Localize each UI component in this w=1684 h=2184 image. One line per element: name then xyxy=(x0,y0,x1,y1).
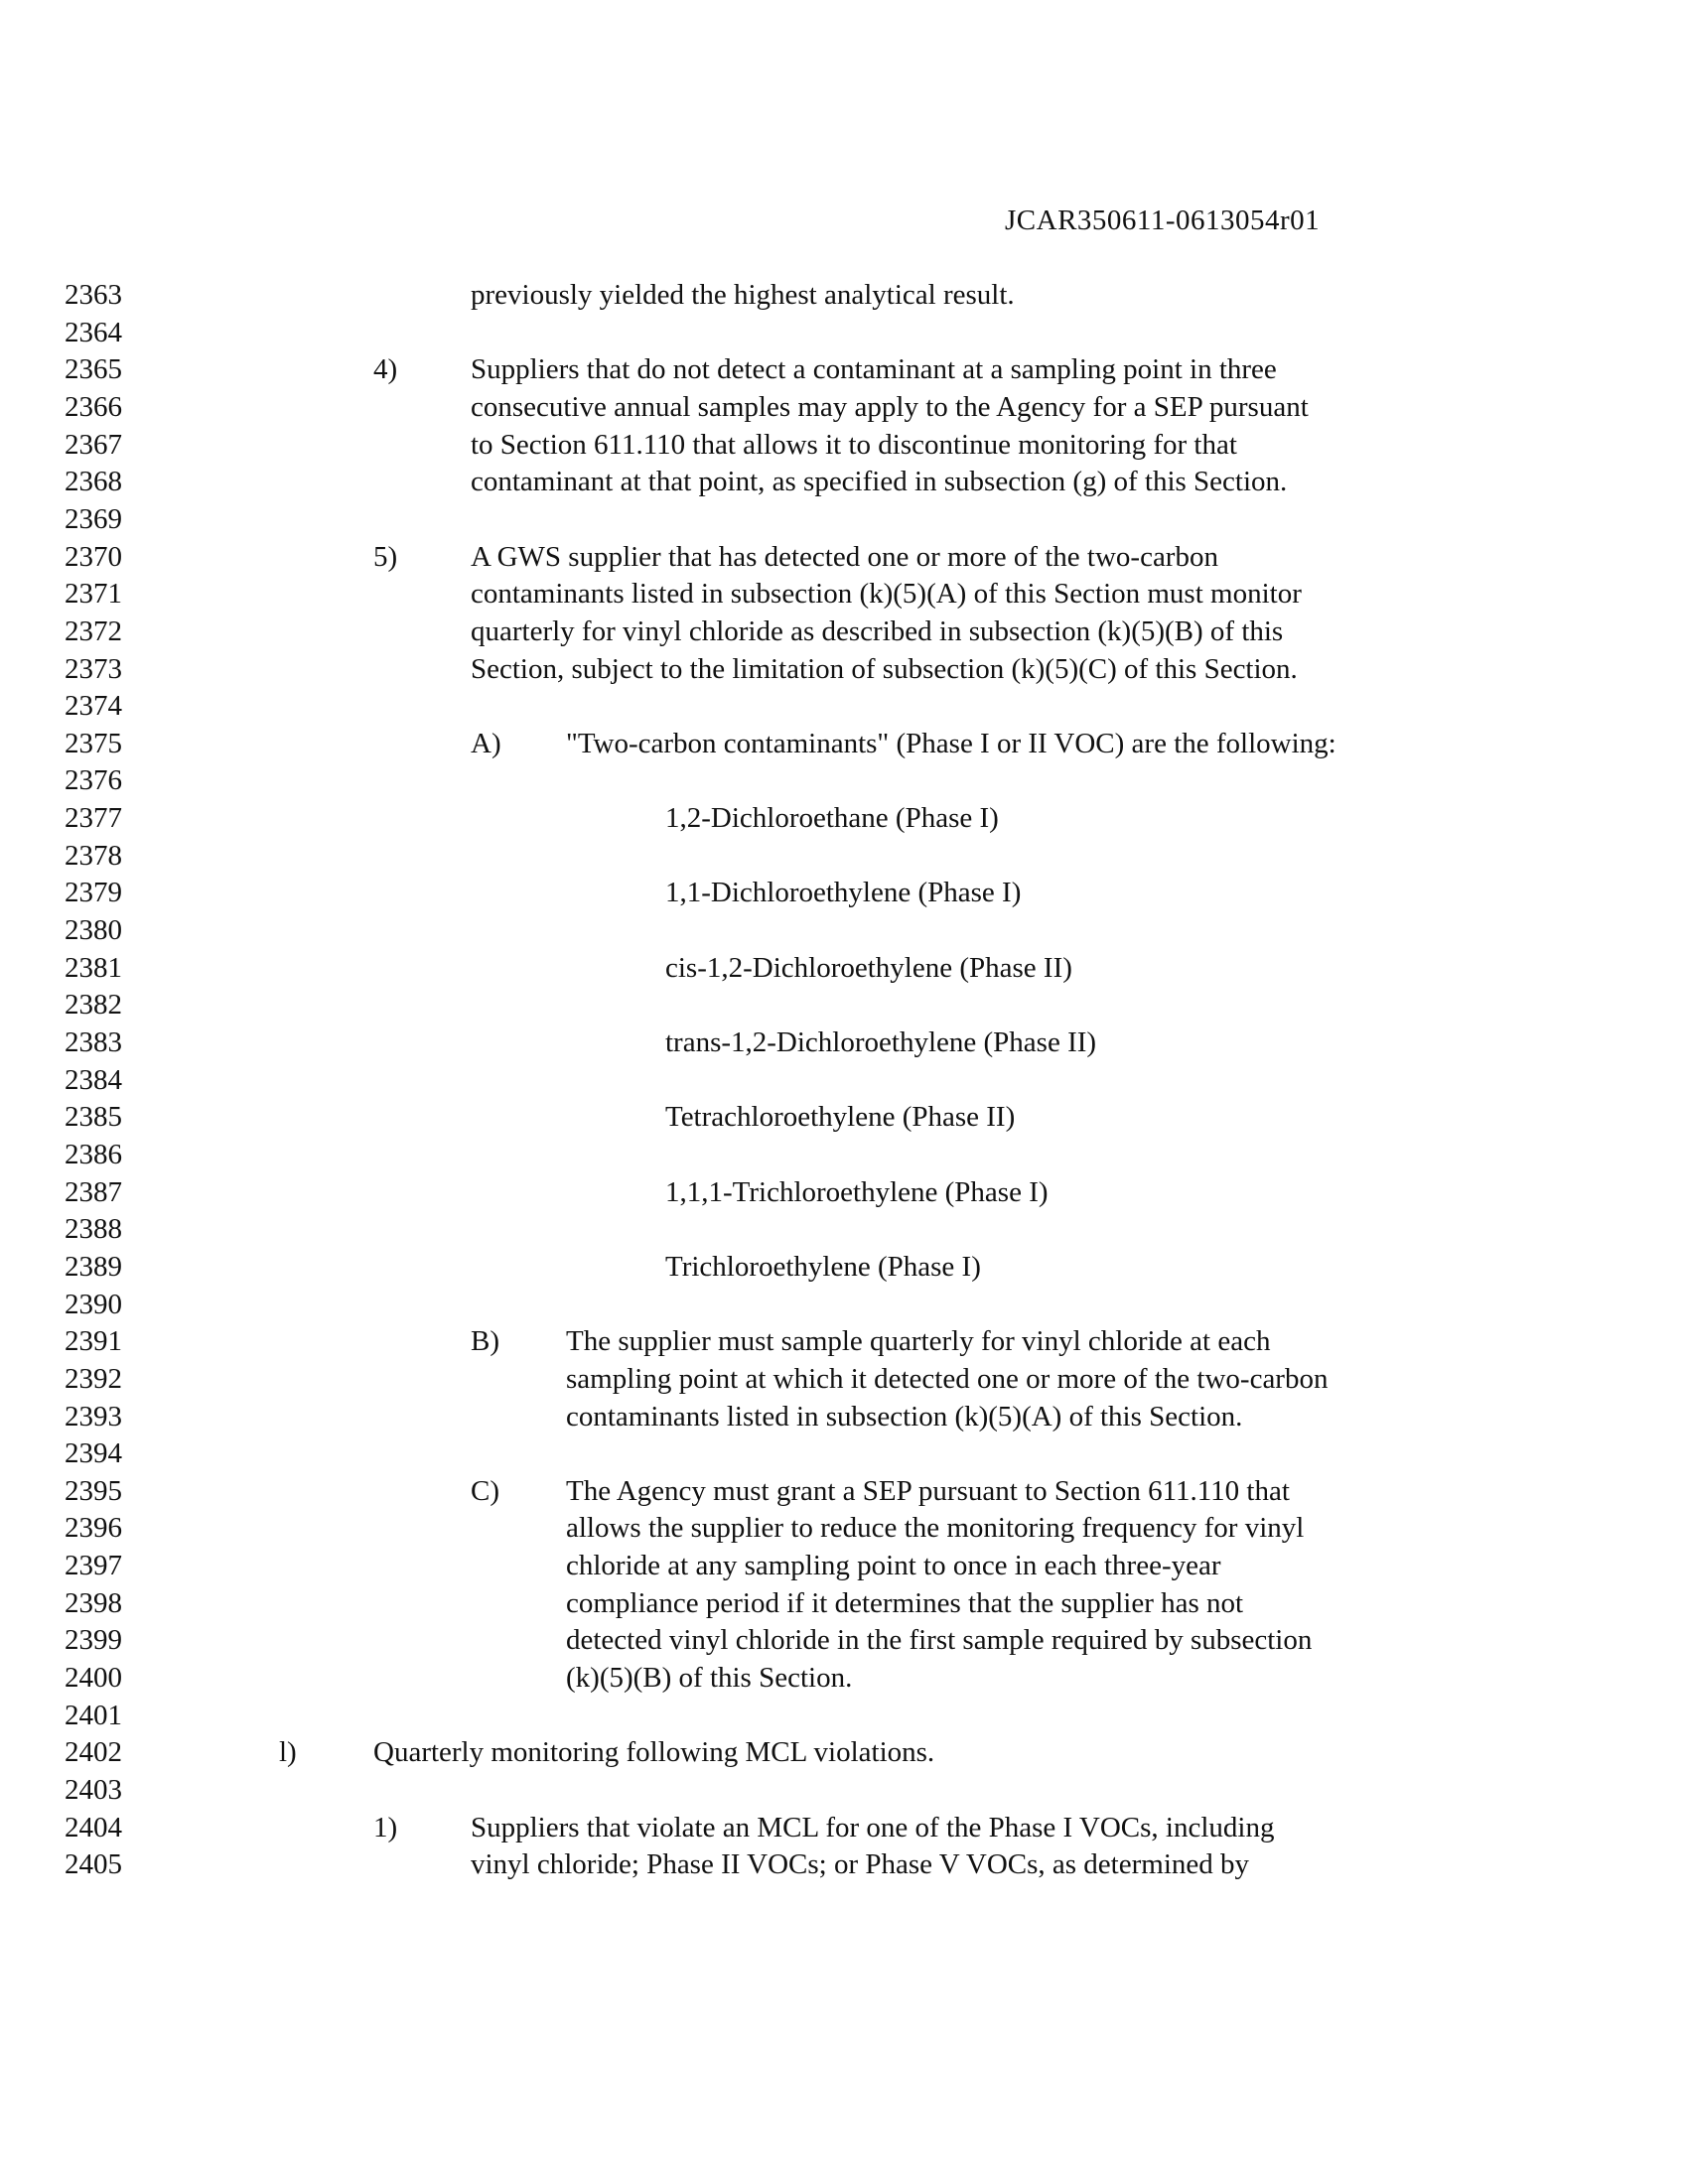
document-line xyxy=(0,1659,1684,1697)
item-label: B) xyxy=(471,1325,499,1358)
line-text: Trichloroethylene (Phase I) xyxy=(665,1250,981,1283)
line-text: vinyl chloride; Phase II VOCs; or Phase V VOCs, as determined by xyxy=(471,1848,1250,1881)
document-id: JCAR350611-0613054r01 xyxy=(1005,205,1321,236)
line-number: 2399 xyxy=(65,1624,122,1657)
line-number: 2392 xyxy=(65,1362,122,1395)
document-line xyxy=(0,1322,1684,1360)
document-line xyxy=(0,575,1684,613)
document-line xyxy=(0,1697,1684,1734)
item-label: A) xyxy=(471,727,501,759)
line-number: 2401 xyxy=(65,1699,122,1731)
document-line xyxy=(0,837,1684,875)
document-line xyxy=(0,1509,1684,1547)
line-text: (k)(5)(B) of this Section. xyxy=(566,1662,853,1695)
line-text: 1,2-Dichloroethane (Phase I) xyxy=(665,802,999,835)
line-text: contaminant at that point, as specified in subsection (g) of this Section. xyxy=(471,466,1288,498)
line-number: 2387 xyxy=(65,1175,122,1208)
document-line xyxy=(0,1248,1684,1286)
document-line xyxy=(0,276,1684,314)
document-line xyxy=(0,761,1684,799)
line-text: trans-1,2-Dichloroethylene (Phase II) xyxy=(665,1026,1097,1058)
document-line xyxy=(0,687,1684,725)
item-label: C) xyxy=(471,1474,499,1507)
line-number: 2370 xyxy=(65,540,122,573)
document-line xyxy=(0,725,1684,762)
line-number: 2377 xyxy=(65,802,122,835)
line-number: 2386 xyxy=(65,1138,122,1170)
line-number: 2373 xyxy=(65,652,122,685)
document-line xyxy=(0,426,1684,464)
document-line xyxy=(0,314,1684,351)
document-line xyxy=(0,1809,1684,1846)
document-line xyxy=(0,986,1684,1024)
line-number: 2371 xyxy=(65,578,122,611)
document-line xyxy=(0,613,1684,650)
document-line xyxy=(0,911,1684,949)
document-line xyxy=(0,1584,1684,1622)
item-label: 5) xyxy=(373,540,398,573)
item-label: 4) xyxy=(373,353,398,386)
document-line xyxy=(0,1845,1684,1883)
document-line xyxy=(0,1061,1684,1099)
document-line xyxy=(0,1472,1684,1510)
line-number: 2365 xyxy=(65,353,122,386)
line-number: 2378 xyxy=(65,839,122,872)
line-text: Suppliers that violate an MCL for one of the Phase I VOCs, including xyxy=(471,1811,1275,1843)
document-line xyxy=(0,1733,1684,1771)
line-text: cis-1,2-Dichloroethylene (Phase II) xyxy=(665,951,1072,984)
document-line xyxy=(0,799,1684,837)
document-line xyxy=(0,1024,1684,1061)
line-text: Quarterly monitoring following MCL violations. xyxy=(373,1736,935,1769)
document-line xyxy=(0,1360,1684,1398)
item-label: 1) xyxy=(373,1811,398,1843)
line-number: 2382 xyxy=(65,989,122,1022)
line-number: 2374 xyxy=(65,690,122,723)
line-text: "Two-carbon contaminants" (Phase I or II VOC) are the following: xyxy=(566,727,1336,759)
line-number: 2397 xyxy=(65,1550,122,1582)
line-number: 2369 xyxy=(65,502,122,535)
line-number: 2379 xyxy=(65,877,122,909)
document-line xyxy=(0,500,1684,538)
line-number: 2364 xyxy=(65,316,122,348)
line-number: 2393 xyxy=(65,1400,122,1433)
document-line xyxy=(0,388,1684,426)
line-text: quarterly for vinyl chloride as described in subsection (k)(5)(B) of this xyxy=(471,614,1284,647)
line-number: 2402 xyxy=(65,1736,122,1769)
line-number: 2395 xyxy=(65,1474,122,1507)
document-line xyxy=(0,1771,1684,1809)
line-number: 2405 xyxy=(65,1848,122,1881)
line-text: contaminants listed in subsection (k)(5)(A) of this Section. xyxy=(566,1400,1243,1433)
line-number: 2385 xyxy=(65,1101,122,1134)
line-text: chloride at any sampling point to once in each three-year xyxy=(566,1550,1221,1582)
line-text: consecutive annual samples may apply to the Agency for a SEP pursuant xyxy=(471,390,1309,423)
line-text: Tetrachloroethylene (Phase II) xyxy=(665,1101,1016,1134)
line-text: to Section 611.110 that allows it to discontinue monitoring for that xyxy=(471,428,1237,461)
line-number: 2403 xyxy=(65,1774,122,1806)
line-text: sampling point at which it detected one or more of the two-carbon xyxy=(566,1362,1329,1395)
document-line xyxy=(0,1136,1684,1173)
line-text: Section, subject to the limitation of subsection (k)(5)(C) of this Section. xyxy=(471,652,1298,685)
document-line xyxy=(0,538,1684,576)
document-line xyxy=(0,1210,1684,1248)
line-text: allows the supplier to reduce the monitoring frequency for vinyl xyxy=(566,1512,1305,1545)
line-number: 2366 xyxy=(65,390,122,423)
line-number: 2380 xyxy=(65,914,122,947)
line-number: 2381 xyxy=(65,951,122,984)
line-number: 2363 xyxy=(65,279,122,311)
document-line xyxy=(0,350,1684,388)
line-number: 2383 xyxy=(65,1026,122,1058)
line-number: 2375 xyxy=(65,727,122,759)
line-number: 2400 xyxy=(65,1662,122,1695)
document-line xyxy=(0,1286,1684,1323)
line-number: 2396 xyxy=(65,1512,122,1545)
line-number: 2398 xyxy=(65,1586,122,1619)
document-line xyxy=(0,1434,1684,1472)
line-text: 1,1,1-Trichloroethylene (Phase I) xyxy=(665,1175,1049,1208)
line-number: 2368 xyxy=(65,466,122,498)
item-label: l) xyxy=(279,1736,297,1769)
line-text: The supplier must sample quarterly for vinyl chloride at each xyxy=(566,1325,1271,1358)
line-text: previously yielded the highest analytical result. xyxy=(471,279,1015,311)
line-number: 2389 xyxy=(65,1250,122,1283)
document-line xyxy=(0,1547,1684,1584)
document-line xyxy=(0,1173,1684,1211)
line-number: 2372 xyxy=(65,614,122,647)
line-number: 2367 xyxy=(65,428,122,461)
line-text: The Agency must grant a SEP pursuant to Section 611.110 that xyxy=(566,1474,1290,1507)
line-number: 2394 xyxy=(65,1437,122,1470)
line-number: 2388 xyxy=(65,1213,122,1246)
document-line xyxy=(0,1621,1684,1659)
line-number: 2404 xyxy=(65,1811,122,1843)
line-number: 2391 xyxy=(65,1325,122,1358)
document-line xyxy=(0,1098,1684,1136)
line-number: 2390 xyxy=(65,1288,122,1320)
document-line xyxy=(0,874,1684,911)
line-text: contaminants listed in subsection (k)(5)(A) of this Section must monitor xyxy=(471,578,1302,611)
line-text: detected vinyl chloride in the first sample required by subsection xyxy=(566,1624,1313,1657)
line-text: compliance period if it determines that the supplier has not xyxy=(566,1586,1244,1619)
document-line xyxy=(0,1398,1684,1435)
line-text: 1,1-Dichloroethylene (Phase I) xyxy=(665,877,1022,909)
document-line xyxy=(0,463,1684,500)
line-text: Suppliers that do not detect a contaminant at a sampling point in three xyxy=(471,353,1277,386)
document-line xyxy=(0,650,1684,688)
line-number: 2384 xyxy=(65,1063,122,1096)
line-number: 2376 xyxy=(65,764,122,797)
document-line xyxy=(0,949,1684,987)
line-text: A GWS supplier that has detected one or more of the two-carbon xyxy=(471,540,1218,573)
